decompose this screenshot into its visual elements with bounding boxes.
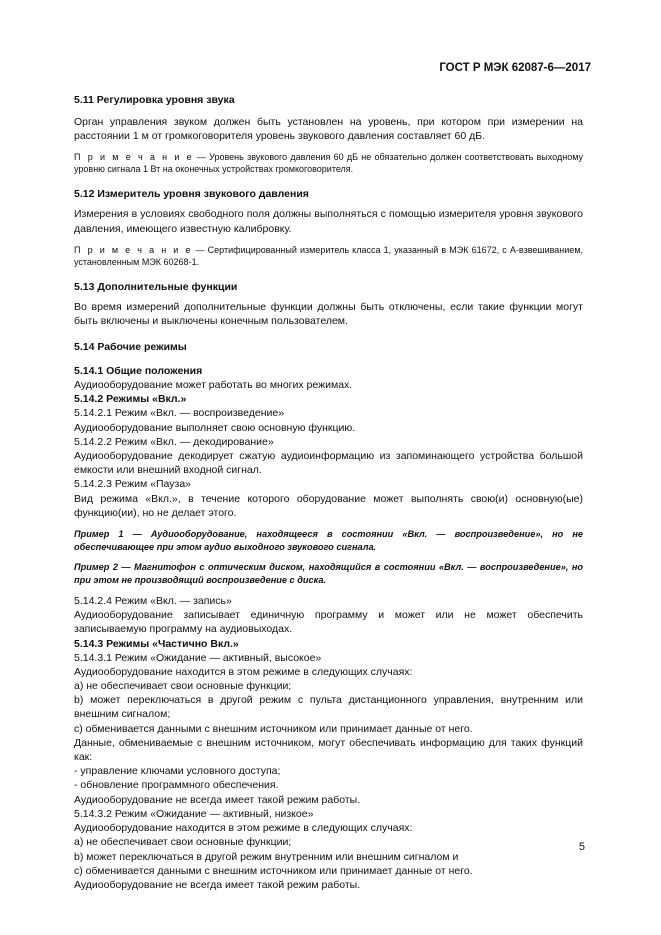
list-item: b) может переключаться в другой режим внутренним или внешним сигналом и (74, 850, 459, 863)
section-5-12-title: 5.12 Измеритель уровня звукового давления (74, 188, 309, 201)
section-5-14-3-2-title: 5.14.3.2 Режим «Ожидание — активный, низкое» (74, 807, 314, 820)
section-5-14-3-title: 5.14.3 Режимы «Частично Вкл.» (74, 637, 239, 650)
section-5-14-2-4-title: 5.14.2.4 Режим «Вкл. — запись» (74, 595, 232, 608)
note-label: П р и м е ч а н и е (74, 152, 194, 163)
list-item: - управление ключами условного доступа; (74, 765, 281, 778)
list-item: с) обменивается данными с внешним источником или принимает данные от него. (74, 722, 473, 735)
section-5-11-text: Орган управления звуком должен быть установлен на уровень, при котором при измерении на расстоянии 1 м от громкоговорителя уровень звукового давления составляет 60 дБ. (74, 116, 583, 143)
section-5-13-title: 5.13 Дополнительные функции (74, 280, 238, 293)
section-5-13-text: Во время измерений дополнительные функции должны быть отключены, если такие функции могут быть включены и выключены конечным пользователем. (74, 300, 583, 328)
list-item: а) не обеспечивает свои основные функции; (74, 836, 292, 849)
section-5-14-3-1-intro: Аудиооборудование находится в этом режиме в следующих случаях: (74, 665, 413, 678)
section-5-14-2-3-title: 5.14.2.3 Режим «Пауза» (74, 478, 192, 491)
note-text: — Уровень звукового давления 60 дБ не обязательно должен соответствовать выходному уровню сигнала 1 Вт на оконечных устройствах громкоговорителя. (74, 152, 583, 175)
section-5-14-3-2-intro: Аудиооборудование находится в этом режиме в следующих случаях: (74, 822, 413, 835)
section-5-14-2-2-title: 5.14.2.2 Режим «Вкл. — декодирование» (74, 435, 274, 448)
note-text: — Сертифицированный измеритель класса 1, указанный в МЭК 61672, с А-взвешиванием, установленным МЭК 60268-1. (74, 244, 584, 267)
section-5-14-2-title: 5.14.2 Режимы «Вкл.» (74, 393, 187, 406)
section-5-14-2-3-text: Вид режима «Вкл.», в течение которого оборудование может выполнять свою(и) основную(ые) функцию(ии), но не делает этого. (74, 492, 583, 519)
list-item: а) не обеспечивает свои основные функции; (74, 680, 292, 693)
section-5-14-2-1-title: 5.14.2.1 Режим «Вкл. — воспроизведение» (74, 407, 285, 420)
section-5-14-2-4-text: Аудиооборудование записывает единичную программу и может или не может обеспечить записываемую программу на аудиовыходах. (74, 609, 583, 636)
section-5-14-title: 5.14 Рабочие режимы (74, 341, 187, 354)
example-1: Пример 1 — Аудиооборудование, находящееся в состоянии «Вкл. — воспроизведение», но не обеспечивающее при этом аудио выходного звукового сигнала. (74, 529, 583, 552)
section-5-11-title: 5.11 Регулировка уровня звука (74, 94, 235, 106)
section-5-14-3-2-end: Аудиооборудование не всегда имеет такой режим работы. (74, 878, 361, 891)
page-number: 5 (578, 841, 585, 853)
section-5-14-3-1-title: 5.14.3.1 Режим «Ожидание — активный, высокое» (74, 651, 322, 664)
section-5-14-2-2-text: Аудиооборудование декодирует сжатую аудиоинформацию из запоминающего устройства большой емкости или внешний входной сигнал. (74, 450, 583, 477)
list-item: - обновление программного обеспечения. (74, 779, 279, 792)
document-body (74, 87, 583, 892)
note-label: П р и м е ч а н и е (74, 244, 193, 255)
document-header: ГОСТ Р МЭК 62087-6—2017 (439, 62, 591, 74)
section-5-14-2-1-text: Аудиооборудование выполняет свою основную функцию. (74, 421, 356, 434)
section-5-14-1-title: 5.14.1 Общие положения (74, 365, 203, 378)
list-item: b) может переключаться в другой режим с пульта дистанционного управления, внутренним или внешним сигналом; (74, 694, 583, 721)
section-5-12-text: Измерения в условиях свободного поля должны выполняться с помощью измерителя уровня звукового давления, имеющего известную калибровку. (74, 208, 583, 235)
example-2: Пример 2 — Магнитофон с оптическим диском, находящийся в состоянии «Вкл. — воспроизведение», но при этом не производящий воспроизведение с диска. (74, 562, 583, 585)
section-5-14-3-1-end: Аудиооборудование не всегда имеет такой режим работы. (74, 793, 361, 806)
section-5-11-note (74, 151, 583, 175)
section-5-12-note (74, 244, 583, 268)
list-item: с) обменивается данными с внешним источником или принимает данные от него. (74, 864, 473, 877)
section-5-14-1-text: Аудиооборудование может работать во многих режимах. (74, 379, 353, 392)
section-5-14-3-1-data: Данные, обмениваемые с внешним источником, могут обеспечивать информацию для таких функций как: (74, 736, 583, 764)
